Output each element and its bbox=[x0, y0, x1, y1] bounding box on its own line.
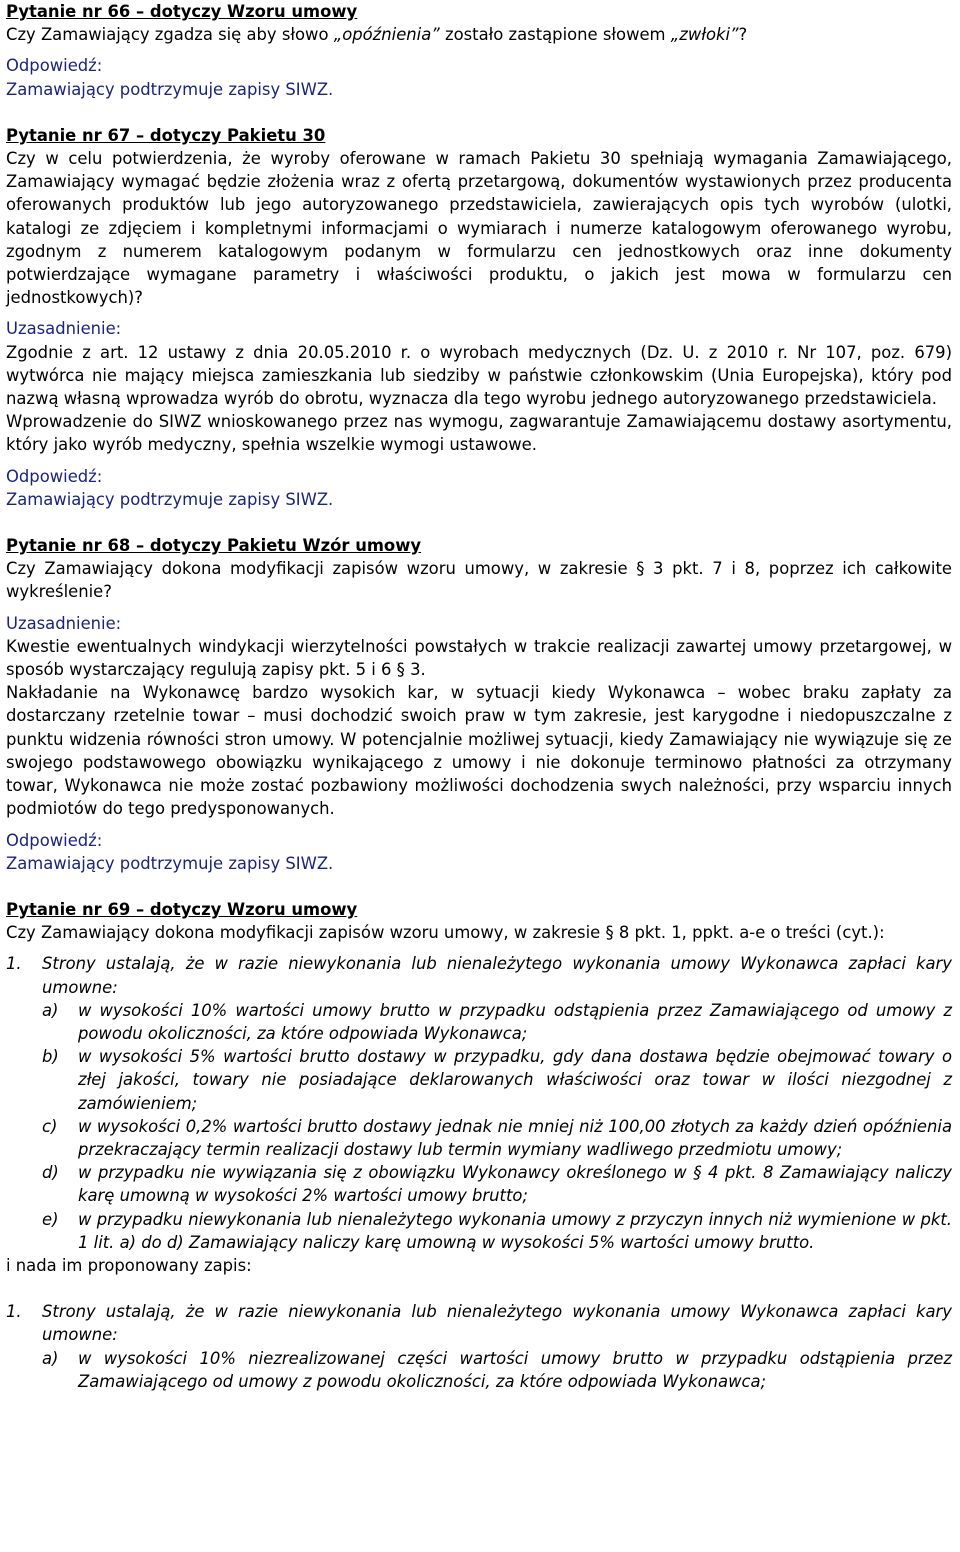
quote-proposed-clause bbox=[6, 1300, 952, 1393]
list-item-text: w wysokości 10% wartości umowy brutto w przypadku odstąpienia przez Zamawiającego od umowy z powodu okoliczności, za które odpowiada Wykonawca; bbox=[78, 1000, 952, 1043]
list-item bbox=[42, 1045, 952, 1115]
question-68-answer-label: Odpowiedź: bbox=[6, 830, 103, 850]
list-item bbox=[42, 1161, 952, 1207]
list-item-text: w wysokości 10% niezrealizowanej części wartości umowy brutto w przypadku odstąpienia przez Zamawiającego od umowy z powodu okoliczności, za które odpowiada Wykonawca; bbox=[78, 1348, 952, 1391]
question-68-text: Czy Zamawiający dokona modyfikacji zapisów wzoru umowy, w zakresie § 3 pkt. 7 i 8, poprzez ich całkowite wykreślenie? bbox=[6, 559, 952, 602]
question-69-heading: Pytanie nr 69 – dotyczy Wzoru umowy bbox=[6, 899, 358, 919]
question-69-text: Czy Zamawiający dokona modyfikacji zapisów wzoru umowy, w zakresie § 8 pkt. 1, ppkt. a-e o treści (cyt.): bbox=[6, 923, 885, 943]
list-item bbox=[42, 1208, 952, 1254]
question-66-answer-text: Zamawiający podtrzymuje zapisy SIWZ. bbox=[6, 79, 334, 99]
question-69-transition: i nada im proponowany zapis: bbox=[6, 1255, 252, 1275]
quote-proposed-intro: Strony ustalają, że w razie niewykonania lub nienależytego wykonania umowy Wykonawca zapłaci kary umowne: bbox=[42, 1302, 952, 1345]
list-item bbox=[42, 1115, 952, 1161]
quote-current-number: 1. bbox=[6, 954, 22, 974]
question-67-justification-label: Uzasadnienie: bbox=[6, 319, 122, 339]
list-item bbox=[42, 1347, 952, 1393]
question-67-heading: Pytanie nr 67 – dotyczy Pakietu 30 bbox=[6, 125, 326, 145]
quote-current-clause bbox=[6, 952, 952, 1254]
quote-proposed-point-1 bbox=[6, 1300, 952, 1346]
question-67-answer-text: Zamawiający podtrzymuje zapisy SIWZ. bbox=[6, 489, 334, 509]
question-68-answer-text: Zamawiający podtrzymuje zapisy SIWZ. bbox=[6, 853, 334, 873]
quote-proposed-number: 1. bbox=[6, 1302, 22, 1322]
question-66-word-1: „opóźnienia” bbox=[333, 25, 440, 45]
quote-current-intro: Strony ustalają, że w razie niewykonania lub nienależytego wykonania umowy Wykonawca zapłaci kary umowne: bbox=[42, 954, 952, 997]
question-68-justification-p1: Kwestie ewentualnych windykacji wierzytelności powstałych w trakcie realizacji zawartej umowy przetargowej, w sposób wystarczający regulują zapisy pkt. 5 i 6 § 3. bbox=[6, 636, 952, 680]
question-67-answer-label: Odpowiedź: bbox=[6, 466, 103, 486]
list-item-text: w wysokości 5% wartości brutto dostawy w przypadku, gdy dana dostawa będzie obejmować towary o złej jakości, towary nie posiadające deklarowanych właściwości oraz towar w ilości niezgodnej z zamówieniem; bbox=[78, 1047, 952, 1113]
quote-current-point-1 bbox=[6, 952, 952, 998]
list-item-mark: a) bbox=[42, 1000, 59, 1020]
list-item-mark: c) bbox=[42, 1116, 58, 1136]
question-68-justification-label: Uzasadnienie: bbox=[6, 613, 122, 633]
list-item-mark: a) bbox=[42, 1348, 59, 1368]
list-item-mark: e) bbox=[42, 1209, 59, 1229]
question-67-text: Czy w celu potwierdzenia, że wyroby oferowane w ramach Pakietu 30 spełniają wymagania Zamawiającego, Zamawiający wymagać będzie złożenia wraz z ofertą przetargową, dokumentów wystawionych przez producenta oferowanych produktów lub jego autoryzowanego przedstawiciela, zawierających opis tych wyrobów (ulotki, katalogi ze zdjęciem i kompletnymi informacjami o wymiarach i numerze katalogowym oferowanego wyrobu, zgodnym z numerem katalogowym podanym w formularzu cen jednostkowych oraz inne dokumenty potwierdzające wymagane parametry i właściwości produktu, o jakich jest mowa w formularzu cen jednostkowych)? bbox=[6, 149, 952, 308]
list-item-mark: b) bbox=[42, 1047, 59, 1067]
question-68-heading: Pytanie nr 68 – dotyczy Pakietu Wzór umowy bbox=[6, 536, 422, 556]
question-67-justification-p2: Wprowadzenie do SIWZ wnioskowanego przez nas wymogu, zagwarantuje Zamawiającemu dostawy asortymentu, który jako wyrób medyczny, spełnia wszelkie wymogi ustawowe. bbox=[6, 412, 952, 455]
question-66-text-pre: Czy Zamawiający zgadza się aby słowo bbox=[6, 25, 334, 45]
question-66-word-2: „zwłoki” bbox=[670, 25, 739, 45]
list-item-text: w przypadku nie wywiązania się z obowiązku Wykonawcy określonego w § 4 pkt. 8 Zamawiający naliczy karę umowną w wysokości 2% wartości umowy brutto; bbox=[78, 1163, 952, 1206]
list-item bbox=[42, 999, 952, 1045]
question-66-text bbox=[6, 23, 952, 46]
question-66-answer-label: Odpowiedź: bbox=[6, 56, 103, 76]
question-67-justification-p1: Zgodnie z art. 12 ustawy z dnia 20.05.2010 r. o wyrobach medycznych (Dz. U. z 2010 r. Nr 107, poz. 679) wytwórca nie mający miejsca zamieszkania lub siedziby w państwie członkowskim (Unia Europejska), który pod nazwą własną wprowadza wyrób do obrotu, wyznacza dla tego wyrobu jednego autoryzowanego przedstawiciela. bbox=[6, 342, 952, 409]
list-item-text: w przypadku niewykonania lub nienależytego wykonania umowy z przyczyn innych niż wymienione w pkt. 1 lit. a) do d) Zamawiający naliczy karę umowną w wysokości 5% wartości umowy brutto. bbox=[78, 1209, 952, 1252]
question-66-text-mid: zostało zastąpione słowem bbox=[439, 25, 671, 45]
question-68-justification-p2: Nakładanie na Wykonawcę bardzo wysokich kar, w sytuacji kiedy Wykonawca – wobec braku zapłaty za dostarczany rzetelnie towar – musi dochodzić swoich praw w tym zakresie, jest karygodne i niedopuszczalne z punktu widzenia równości stron umowy. W potencjalnie możliwej sytuacji, kiedy Zamawiający nie wywiązuje się ze swojego podstawowego obowiązku wynikającego z umowy i nie dokonuje terminowo płatności za otrzymany towar, Wykonawca nie może zostać pozbawiony możliwości dochodzenia swych należności, przy wsparciu innych podmiotów do tego predysponowanych. bbox=[6, 683, 952, 819]
question-66-heading: Pytanie nr 66 – dotyczy Wzoru umowy bbox=[6, 2, 358, 21]
document-page bbox=[6, 0, 952, 1393]
question-66-text-post: ? bbox=[738, 25, 748, 45]
list-item-mark: d) bbox=[42, 1163, 59, 1183]
list-item-text: w wysokości 0,2% wartości brutto dostawy jednak nie mniej niż 100,00 złotych za każdy dzień opóźnienia przekraczający termin realizacji dostawy lub termin wymiany wadliwego przedmiotu umowy; bbox=[78, 1116, 952, 1159]
